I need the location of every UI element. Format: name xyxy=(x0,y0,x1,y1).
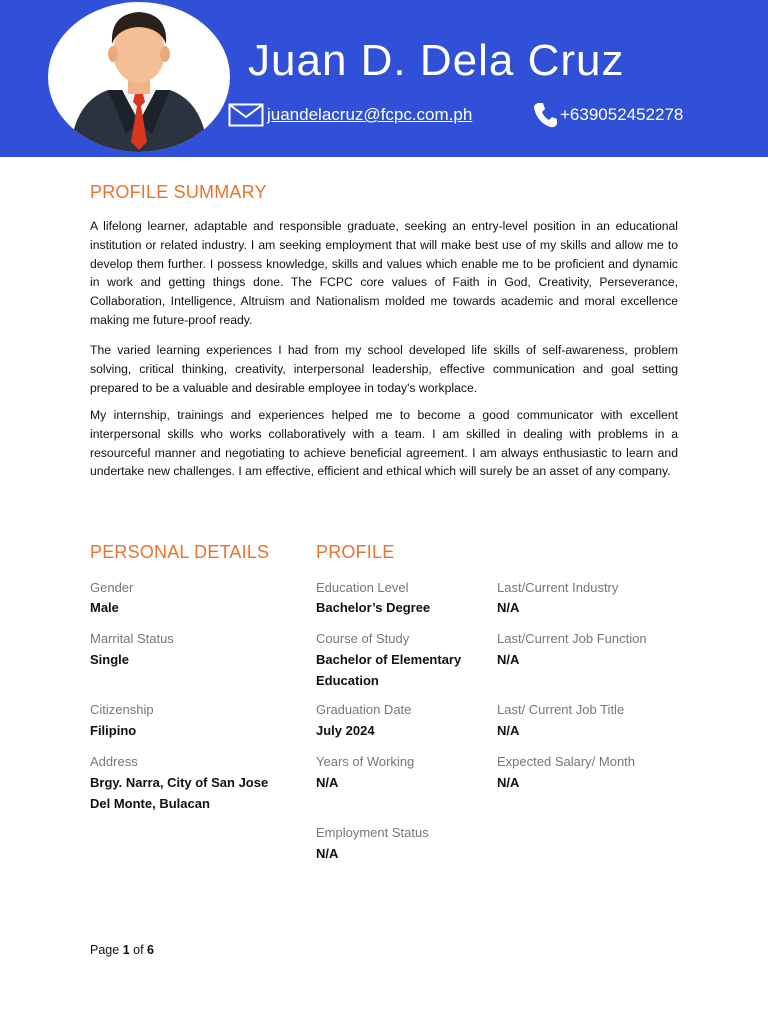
education-level-value: Bachelor’s Degree xyxy=(316,600,431,615)
employment-status-label: Employment Status xyxy=(316,825,429,840)
expected-salary-value: N/A xyxy=(497,775,520,790)
marital-status-value: Single xyxy=(90,652,130,667)
email-contact[interactable] xyxy=(228,100,472,130)
course-of-study-value: Bachelor of Elementary Education xyxy=(316,652,462,688)
candidate-name: Juan D. Dela Cruz xyxy=(248,36,625,85)
page-word: Page xyxy=(90,943,120,957)
gender-value: Male xyxy=(90,600,119,615)
years-of-working-label: Years of Working xyxy=(316,754,415,769)
summary-paragraph-2: The varied learning experiences I had from my school developed life skills of self-awareness, problem solving, critical thinking, creativity, interpersonal leadership, effective communication and goal setting prepared to be a valuable and desirable employee in today's workplace. xyxy=(90,343,678,395)
resume-header xyxy=(0,0,768,157)
citizenship-value: Filipino xyxy=(90,723,137,738)
graduation-date-value: July 2024 xyxy=(316,723,375,738)
job-function-label: Last/Current Job Function xyxy=(497,631,647,646)
gender-label: Gender xyxy=(90,580,134,595)
profile-title: PROFILE xyxy=(316,542,395,562)
course-of-study-label: Course of Study xyxy=(316,631,410,646)
job-title-value: N/A xyxy=(497,723,520,738)
industry-value: N/A xyxy=(497,600,520,615)
summary-paragraph-1: A lifelong learner, adaptable and responsible graduate, seeking an entry-level position in an educational institution or related industry. I am seeking employment that will make best use of my skills and allow me to develop them further. I possess knowledge, skills and values which enable me to be proficient and dynamic in work and getting things done. The FCPC core values of Faith in God, Creativity, Perseverance, Collaboration, Intelligence, Altruism and Nationalism molded me towards academic and moral excellence making me future-proof ready. xyxy=(90,219,678,327)
phone-number: +639052452278 xyxy=(560,105,684,124)
expected-salary-label: Expected Salary/ Month xyxy=(497,754,636,769)
graduation-date-label: Graduation Date xyxy=(316,702,412,717)
summary-paragraph-3: My internship, trainings and experiences helped me to become a good communicator with excellent interpersonal skills who works collaboratively with a team. I am skilled in dealing with problems in a resourceful manner and negotiating to achieve beneficial agreement. I am always enthusiastic to learn and undertake new challenges. I am effective, efficient and ethical which will surely be an asset of any company. xyxy=(90,408,678,479)
marital-status-label: Marrital Status xyxy=(90,631,174,646)
of-word: of xyxy=(133,943,144,957)
education-level-label: Education Level xyxy=(316,580,409,595)
profile-avatar xyxy=(48,2,230,152)
industry-label: Last/Current Industry xyxy=(497,580,619,595)
profile-summary-title: PROFILE SUMMARY xyxy=(90,182,267,202)
email-link[interactable]: juandelacruz@fcpc.com.ph xyxy=(267,105,473,124)
address-value: Brgy. Narra, City of San Jose Del Monte, Bulacan xyxy=(90,775,269,811)
total-pages: 6 xyxy=(147,943,154,957)
envelope-icon xyxy=(228,103,264,127)
phone-icon xyxy=(533,102,557,128)
citizenship-label: Citizenship xyxy=(90,702,154,717)
address-label: Address xyxy=(90,754,138,769)
job-function-value: N/A xyxy=(497,652,520,667)
current-page: 1 xyxy=(122,943,130,957)
page-number xyxy=(90,943,154,957)
phone-contact xyxy=(533,100,683,130)
employment-status-value: N/A xyxy=(316,846,339,861)
years-of-working-value: N/A xyxy=(316,775,339,790)
personal-details-title: PERSONAL DETAILS xyxy=(90,542,270,562)
job-title-label: Last/ Current Job Title xyxy=(497,702,625,717)
